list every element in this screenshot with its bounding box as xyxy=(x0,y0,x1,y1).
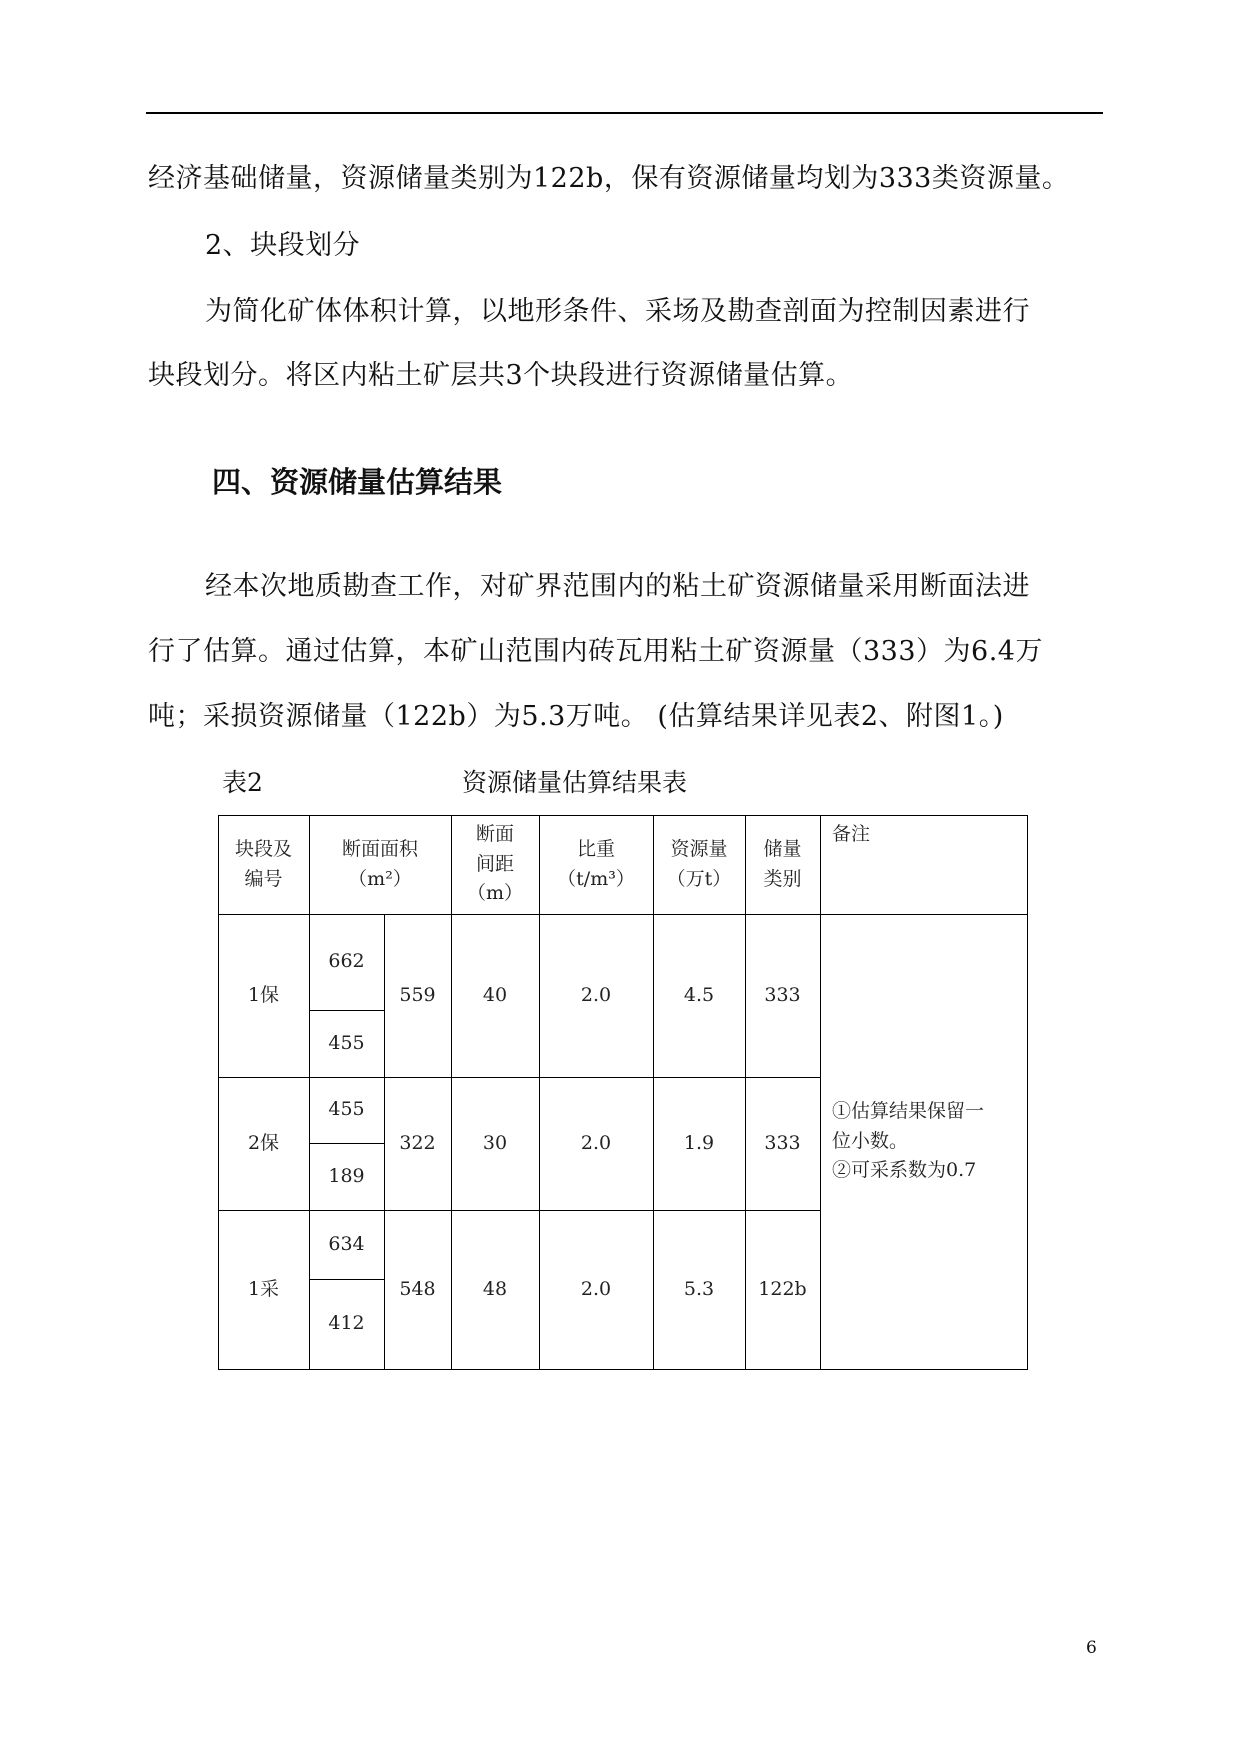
row2-spacing: 30 xyxy=(482,1131,508,1154)
row1-area-top: 662 xyxy=(328,950,365,973)
row3-spacing: 48 xyxy=(482,1277,508,1300)
row3-area-avg: 548 xyxy=(399,1277,436,1300)
header-category: 储量 类别 xyxy=(763,838,802,890)
header-density: 比重 （t/m³） xyxy=(557,838,635,890)
header-area: 断面面积 （m²） xyxy=(341,838,418,890)
row1-spacing: 40 xyxy=(482,983,508,1006)
reserve-estimate-table xyxy=(218,815,1028,1370)
paragraph-4-line-1: 经本次地质勘查工作，对矿界范围内的粘土矿资源储量采用断面法进 xyxy=(205,571,1030,602)
paragraph-1: 经济基础储量，资源储量类别为122b，保有资源储量均划为333类资源量。 xyxy=(148,163,1070,194)
row1-area-avg: 559 xyxy=(399,983,436,1006)
row2-resource: 1.9 xyxy=(683,1131,715,1154)
row3-resource: 5.3 xyxy=(683,1277,715,1300)
row2-density: 2.0 xyxy=(580,1131,612,1154)
row1-block: 1保 xyxy=(247,983,280,1006)
table-border-bottom xyxy=(218,1369,1028,1370)
paragraph-3-line-2: 块段划分。将区内粘土矿层共3个块段进行资源储量估算。 xyxy=(148,360,854,391)
row2-block: 2保 xyxy=(247,1131,280,1154)
header-block: 块段及 编号 xyxy=(234,838,292,890)
header-spacing: 断面 间距 （m） xyxy=(466,823,524,905)
row3-density: 2.0 xyxy=(580,1277,612,1300)
page-number: 6 xyxy=(1086,1638,1097,1658)
header-rule xyxy=(146,112,1103,114)
table-caption-title: 资源储量估算结果表 xyxy=(462,768,688,797)
row1-area-bottom: 455 xyxy=(328,1031,365,1054)
row3-area-bottom: 412 xyxy=(328,1312,365,1335)
row2-category: 333 xyxy=(764,1131,801,1154)
section-item-title: 2、块段划分 xyxy=(205,230,361,261)
row2-area-avg: 322 xyxy=(399,1131,436,1154)
row1-density: 2.0 xyxy=(580,983,612,1006)
section-heading: 四、资源储量估算结果 xyxy=(212,465,503,499)
row2-area-top: 455 xyxy=(328,1098,365,1121)
row1-resource: 4.5 xyxy=(683,983,715,1006)
row3-area-top: 634 xyxy=(328,1232,365,1255)
paragraph-4-line-2: 行了估算。通过估算，本矿山范围内砖瓦用粘土矿资源量（333）为6.4万 xyxy=(148,636,1043,667)
paragraph-3-line-1: 为简化矿体体积计算，以地形条件、采场及勘查剖面为控制因素进行 xyxy=(205,296,1030,327)
header-resource: 资源量 （万t） xyxy=(666,838,732,890)
header-remark: 备注 xyxy=(832,823,871,846)
paragraph-4-line-3: 吨；采损资源储量（122b）为5.3万吨。 (估算结果详见表2、附图1。) xyxy=(148,701,1004,732)
row1-category: 333 xyxy=(764,983,801,1006)
row2-area-bottom: 189 xyxy=(328,1164,365,1187)
remark-notes: ①估算结果保留一 位小数。 ②可采系数为0.7 xyxy=(832,1100,985,1182)
table-border-right xyxy=(1027,815,1028,1370)
row3-block: 1采 xyxy=(247,1277,280,1300)
table-caption-number: 表2 xyxy=(222,768,263,797)
row3-category: 122b xyxy=(758,1277,807,1300)
